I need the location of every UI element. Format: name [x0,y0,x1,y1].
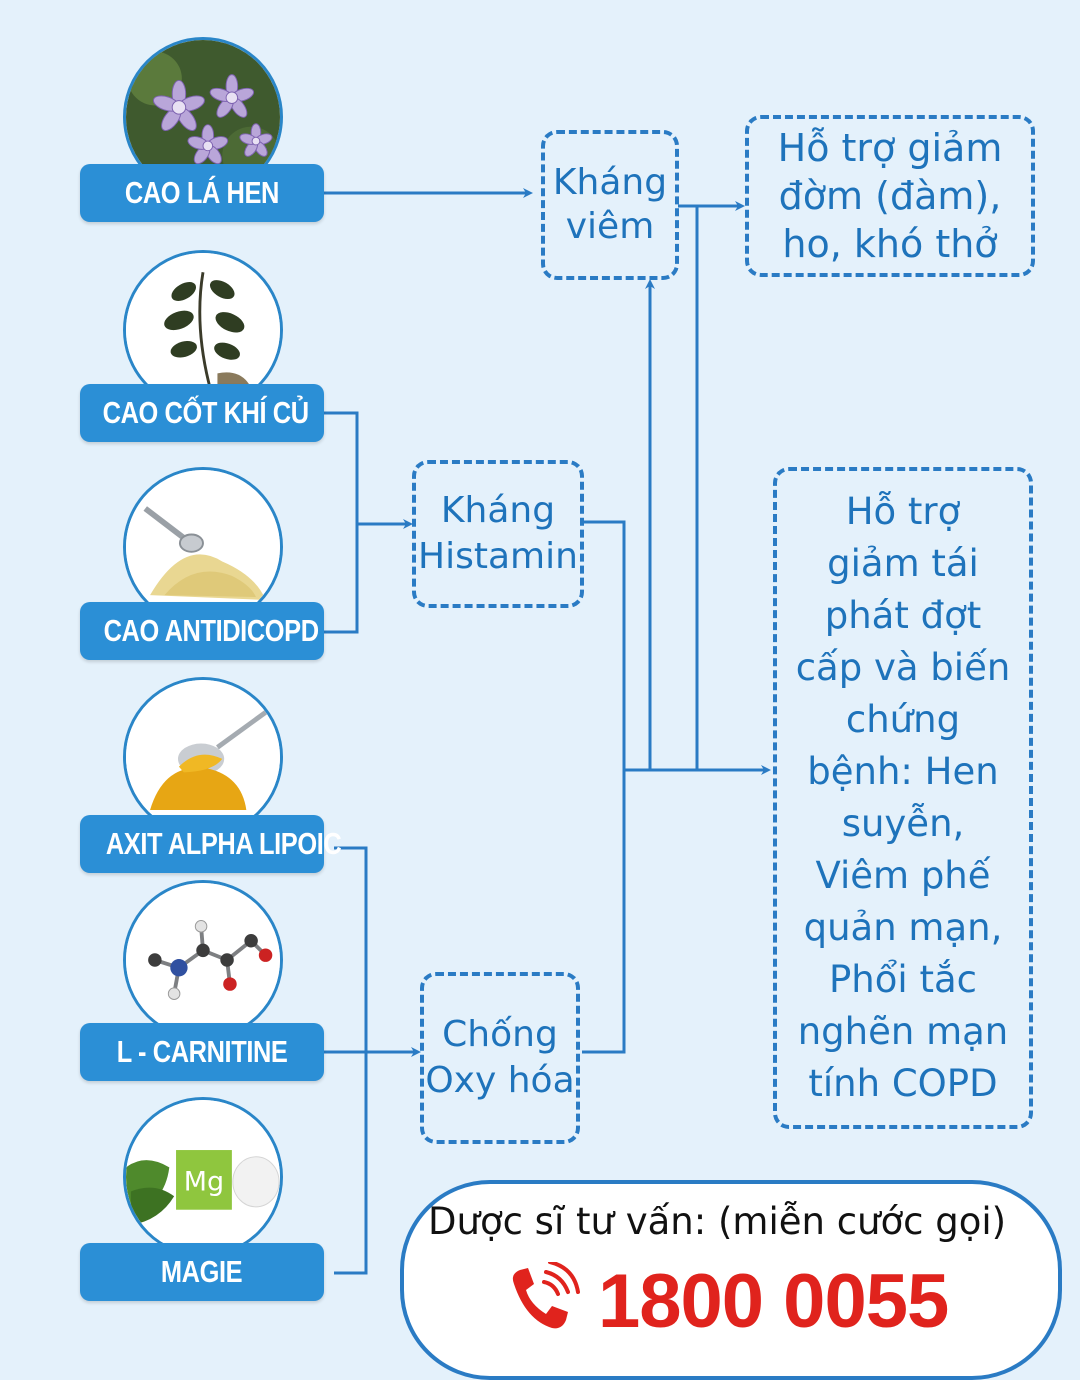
effect-text-khang-histamin: Kháng Histamin [418,490,578,577]
axit-alpha-lipoic-image [123,677,283,837]
ingredient-label-axit-alpha-lipoic: AXIT ALPHA LIPOIC [80,815,324,873]
result-box-relapse [773,467,1033,1129]
effect-text-chong-oxy-hoa: Chống Oxy hóa [425,1014,575,1101]
result-text-phlegm: Hỗ trợ giảm đờm (đàm), ho, khó thở [777,126,1003,266]
effect-box-chong-oxy-hoa [420,972,580,1144]
effect-text-khang-viem: Kháng viêm [552,162,668,247]
magie-image [123,1097,283,1257]
result-box-phlegm [745,115,1035,277]
effect-box-khang-viem [541,130,679,280]
effect-box-khang-histamin [412,460,584,608]
ingredient-label-magie: MAGIE [80,1243,324,1301]
ingredient-label-l-carnitine: L - CARNITINE [80,1023,324,1081]
ingredient-label-cao-la-hen: CAO LÁ HEN [80,164,324,222]
line-oxy-hoa-out [582,770,624,1052]
mg-symbol-text: Mg [183,1166,225,1198]
phone-icon[interactable] [500,1262,580,1342]
line-histamin-out [584,522,624,770]
ingredient-label-cao-cot-khi-cu: CAO CỐT KHÍ CỦ [80,384,324,442]
l-carnitine-image [123,880,283,1040]
bracket-lipoic-magie [334,848,366,1273]
ingredient-label-cao-antidicopd: CAO ANTIDICOPD [80,602,324,660]
result-text-relapse: Hỗ trợ giảm tái phát đợt cấp và biến chứng bệnh: Hen suyễn, Viêm phế quản mạn, Phổi tắc nghẽn mạn tính COPD [795,490,1011,1105]
bracket-khi-cu-antidicopd [324,413,357,632]
hotline-number[interactable]: 1800 0055 [598,1259,949,1344]
hotline-label: Dược sĩ tư vấn: (miễn cước gọi) [428,1200,1007,1243]
